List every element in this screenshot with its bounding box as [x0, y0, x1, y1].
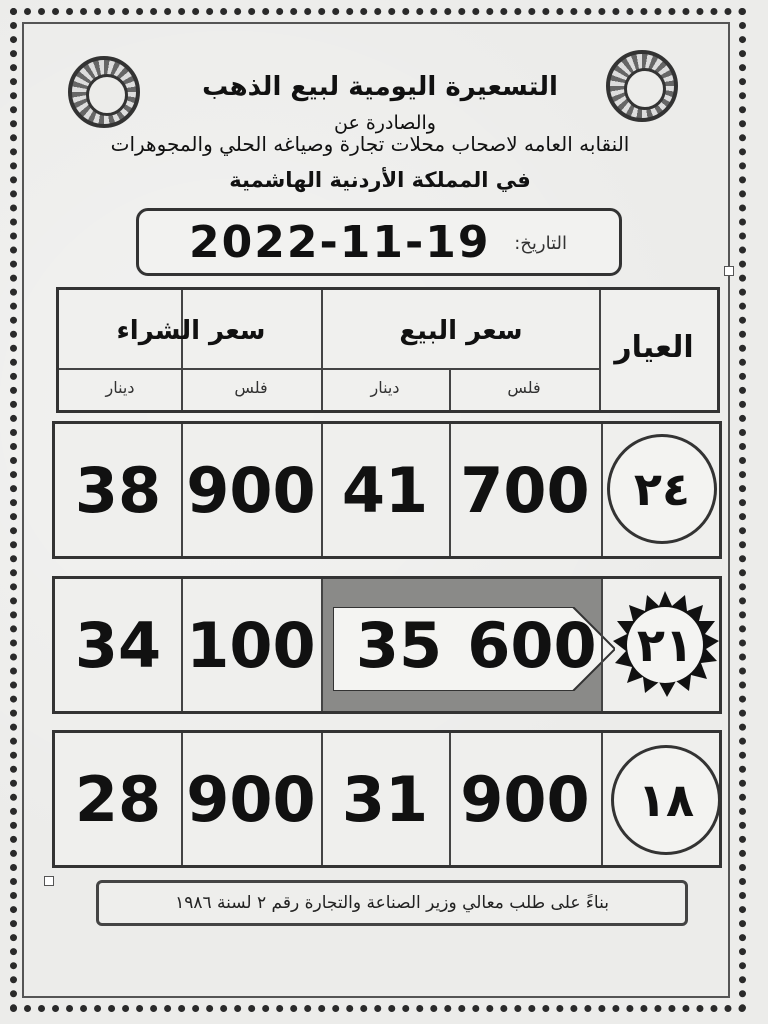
sell-dinar-value: 35: [355, 608, 443, 682]
footer-note: بناءً على طلب معالي وزير الصناعة والتجارة رقم ٢ لسنة ١٩٨٦: [96, 880, 688, 926]
table-row: [52, 421, 722, 559]
date-label: التاريخ:: [514, 233, 567, 254]
selection-handle-icon: [724, 266, 734, 276]
sell-dinar-label: دينار: [370, 378, 400, 397]
karat-star-badge: [609, 589, 721, 701]
sell-fils-value: 700: [460, 453, 590, 527]
buy-fils-value: 900: [186, 762, 316, 836]
buy-fils-value: 100: [186, 608, 316, 682]
divider: [321, 579, 323, 711]
sell-fils-label: فلس: [507, 378, 541, 397]
table-row: [52, 730, 722, 868]
syndicate-emblem-icon: [68, 56, 140, 128]
sell-dinar-value: 31: [341, 762, 429, 836]
divider: [601, 733, 603, 865]
sell-fils-value: 900: [460, 762, 590, 836]
buy-dinar-label: دينار: [105, 378, 135, 397]
buy-fils-value: 900: [186, 453, 316, 527]
buy-dinar-value: 28: [74, 762, 162, 836]
issued-by-text: والصادرة عن: [334, 112, 436, 134]
table-row-highlighted: [52, 576, 722, 714]
karat-header: العيار: [614, 330, 694, 365]
karat-badge: ٢٤: [607, 434, 717, 544]
buy-dinar-value: 38: [74, 453, 162, 527]
date-box: [136, 208, 622, 276]
date-value: 2022-11-19: [189, 217, 491, 268]
karat-label: ٢١: [636, 618, 694, 672]
price-table-header: [56, 287, 720, 413]
syndicate-name: النقابه العامه لاصحاب محلات تجارة وصياغه الحلي والمجوهرات: [110, 132, 630, 156]
sell-dinar-value: 41: [341, 453, 429, 527]
buy-fils-label: فلس: [234, 378, 268, 397]
sell-fils-value: 600: [467, 608, 597, 682]
divider: [601, 424, 603, 556]
page-title: التسعيرة اليومية لبيع الذهب: [202, 72, 558, 102]
buy-dinar-value: 34: [74, 608, 162, 682]
divider: [59, 368, 599, 370]
buy-price-header: سعر الشراء: [116, 316, 266, 346]
country-name: في المملكة الأردنية الهاشمية: [229, 168, 531, 192]
sell-price-header: سعر البيع: [399, 316, 523, 346]
syndicate-emblem-icon: [606, 50, 678, 122]
karat-badge: ١٨: [611, 745, 721, 855]
selection-handle-icon: [44, 876, 54, 886]
